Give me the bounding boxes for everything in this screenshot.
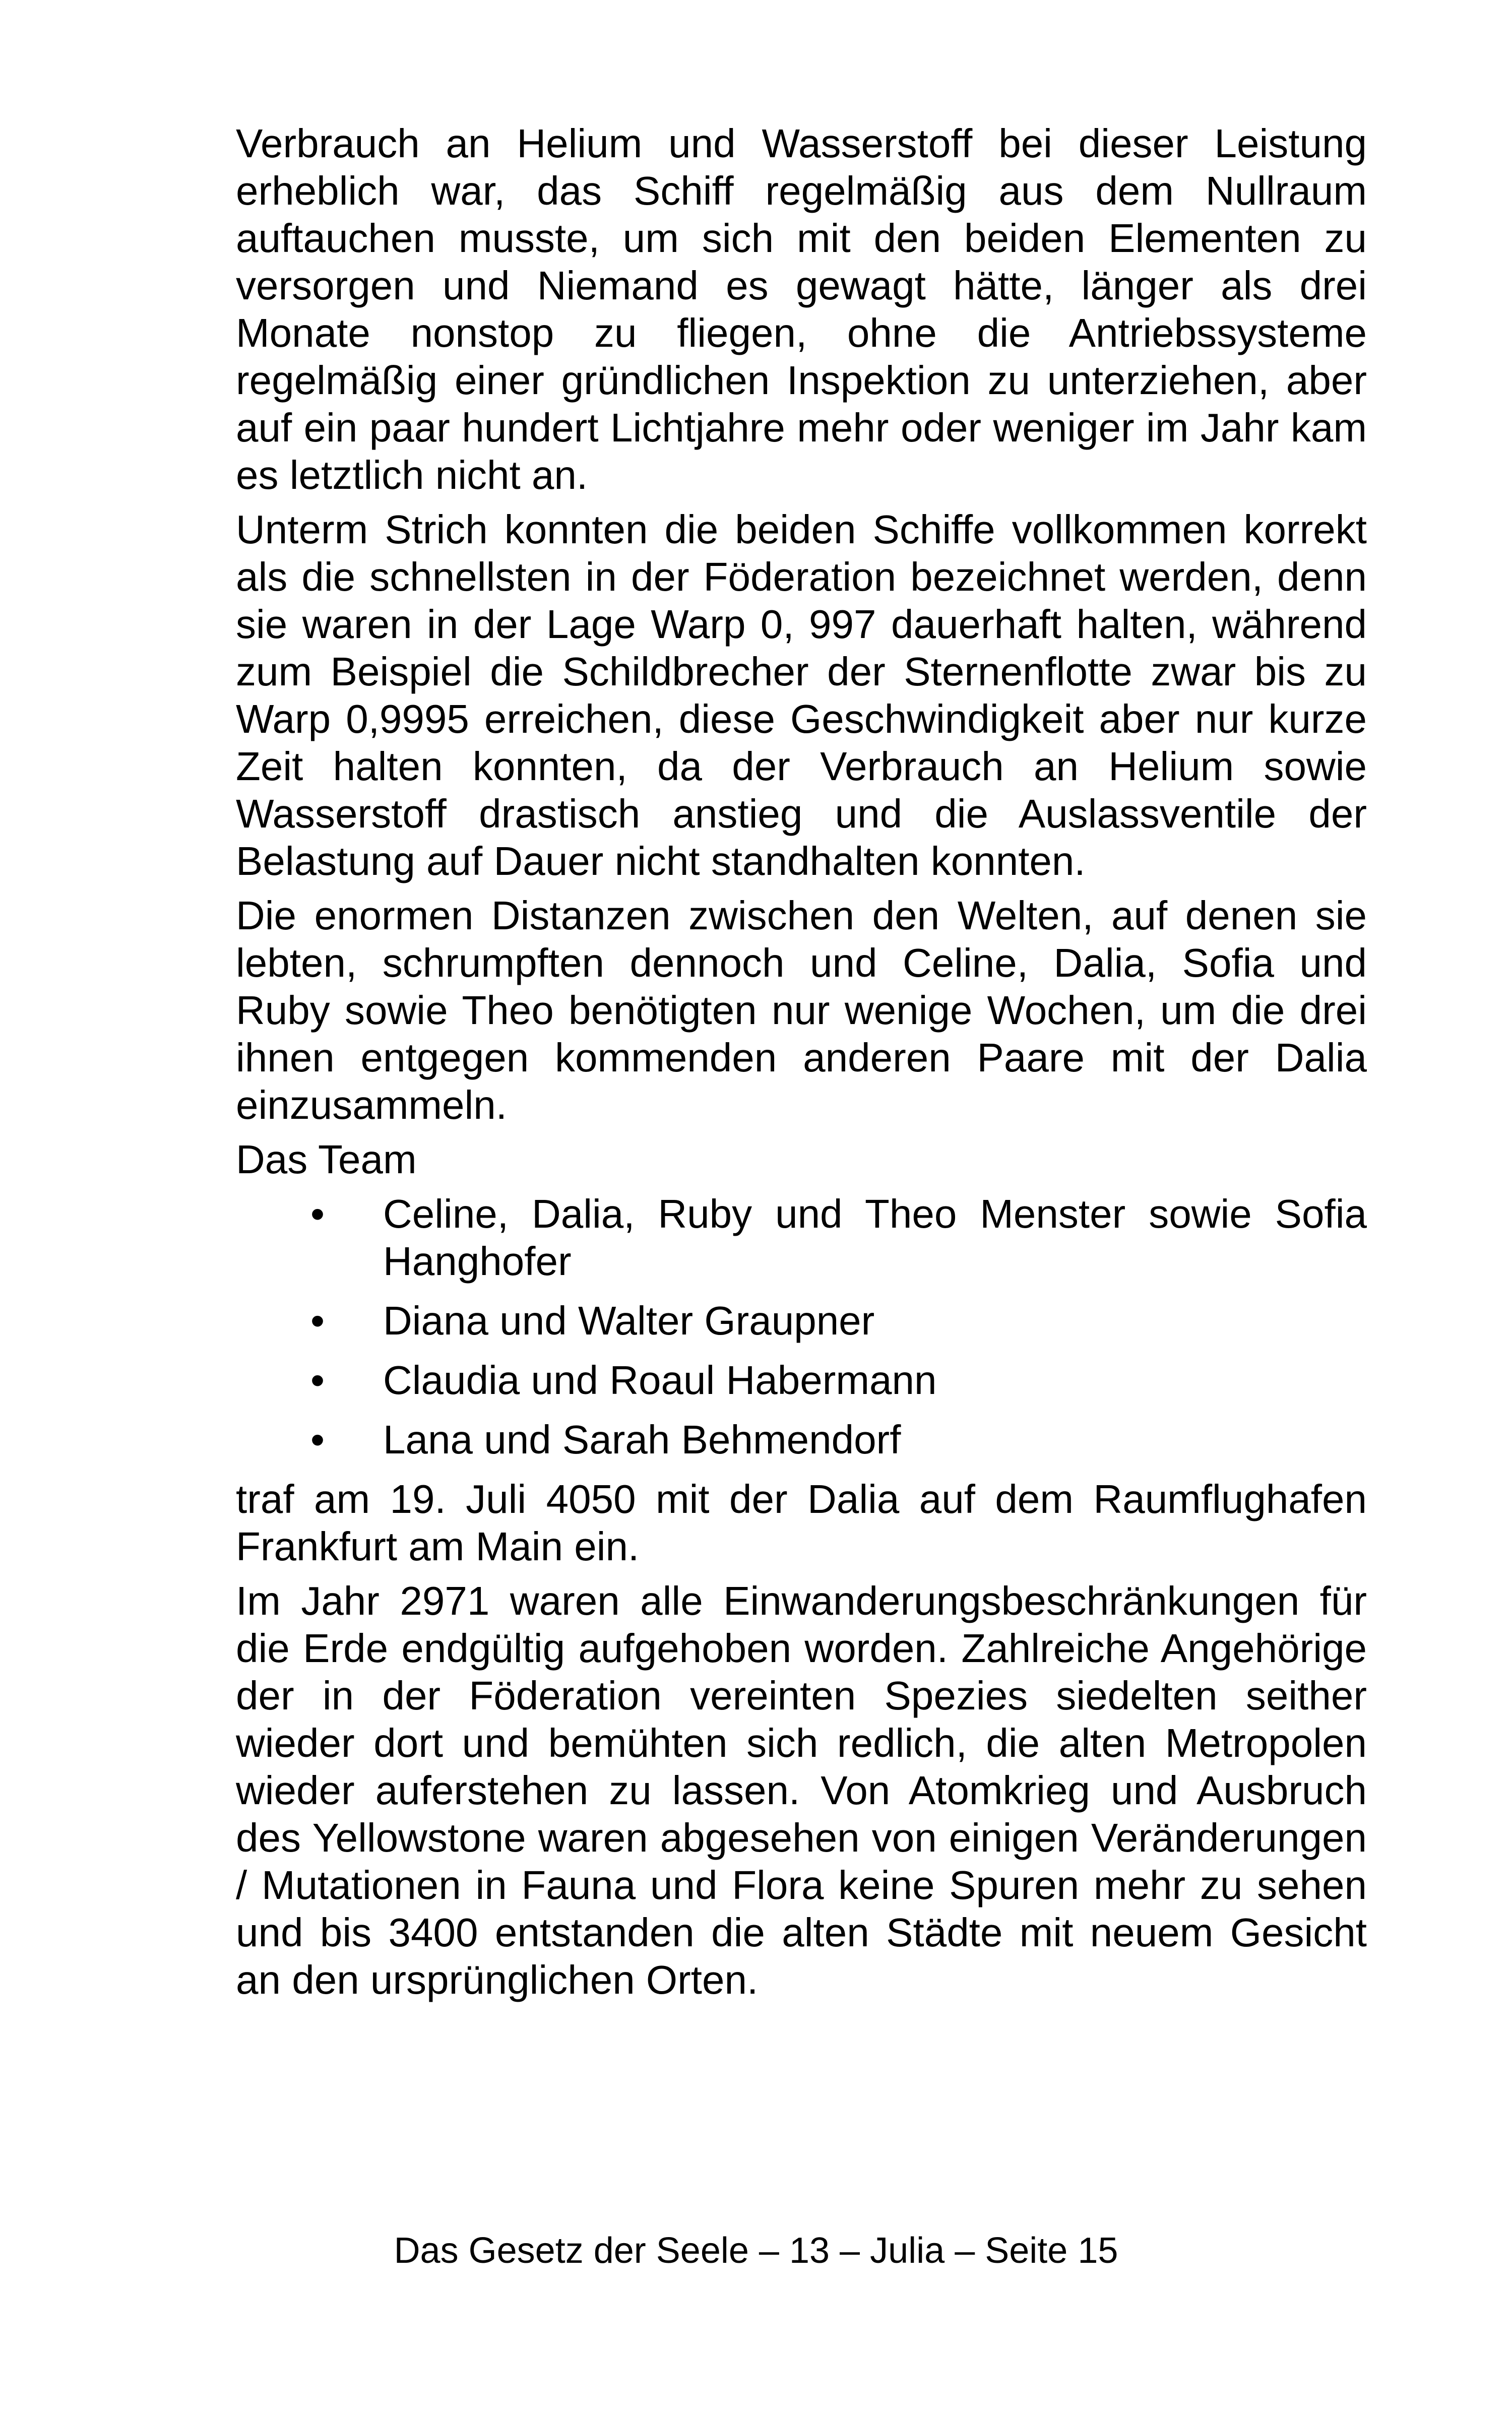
- paragraph-helium-consumption: Verbrauch an Helium und Wasserstoff bei dieser Leistung erheblich war, das Schiff regelmäßig aus dem Nullraum auftauchen musste, um sich mit den beiden Elementen zu versorgen und Niemand es gewagt hätte, länger als drei Monate nonstop zu fliegen, ohne die Antriebssysteme regelmäßig einer gründlichen Inspektion zu unterziehen, aber auf ein paar hundert Lichtjahre mehr oder weniger im Jahr kam es letztlich nicht an.: [236, 121, 1367, 497]
- list-item: [236, 1357, 1367, 1404]
- team-member: Lana und Sarah Behmendorf: [383, 1417, 901, 1462]
- paragraph-arrival: traf am 19. Juli 4050 mit der Dalia auf dem Raumflughafen Frankfurt am Main ein.: [236, 1477, 1367, 1569]
- bullet-icon: •: [310, 1417, 325, 1462]
- list-item: [236, 1190, 1367, 1285]
- team-list: [236, 1190, 1367, 1464]
- bullet-icon: •: [310, 1358, 325, 1403]
- bullet-icon: •: [310, 1191, 325, 1236]
- paragraph-distances: Die enormen Distanzen zwischen den Welten, auf denen sie lebten, schrumpften dennoch und Celine, Dalia, Sofia und Ruby sowie Theo benötigten nur wenige Wochen, um die drei ihnen entgegen kommenden anderen Paare mit der Dalia einzusammeln.: [236, 893, 1367, 1127]
- team-member: Claudia und Roaul Habermann: [383, 1358, 937, 1403]
- bullet-icon: •: [310, 1298, 325, 1343]
- team-member: Diana und Walter Graupner: [383, 1298, 875, 1343]
- team-heading: Das Team: [236, 1137, 417, 1182]
- list-item: [236, 1297, 1367, 1345]
- team-member: Celine, Dalia, Ruby und Theo Menster sowie Sofia Hanghofer: [383, 1191, 1367, 1284]
- paragraph-earth-history: Im Jahr 2971 waren alle Einwanderungsbeschränkungen für die Erde endgültig aufgehoben worden. Zahlreiche Angehörige der in der Föderation vereinten Spezies siedelten seither wieder dort und bemühten sich redlich, die alten Metropolen wieder auferstehen zu lassen. Von Atomkrieg und Ausbruch des Yellowstone waren abgesehen von einigen Veränderungen / Mutationen in Fauna und Flora keine Spuren mehr zu sehen und bis 3400 entstanden die alten Städte mit neuem Gesicht an den ursprünglichen Orten.: [236, 1578, 1367, 2002]
- page-footer: Das Gesetz der Seele – 13 – Julia – Seite 15: [394, 2231, 1118, 2271]
- list-item: [236, 1416, 1367, 1464]
- page-body: [236, 120, 1367, 2011]
- paragraph-fastest-ships: Unterm Strich konnten die beiden Schiffe vollkommen korrekt als die schnellsten in der Föderation bezeichnet werden, denn sie waren in der Lage Warp 0, 997 dauerhaft halten, während zum Beispiel die Schildbrecher der Sternenflotte zwar bis zu Warp 0,9995 erreichen, diese Geschwindigkeit aber nur kurze Zeit halten konnten, da der Verbrauch an Helium sowie Wasserstoff drastisch anstieg und die Auslassventile der Belastung auf Dauer nicht standhalten konnten.: [236, 507, 1367, 883]
